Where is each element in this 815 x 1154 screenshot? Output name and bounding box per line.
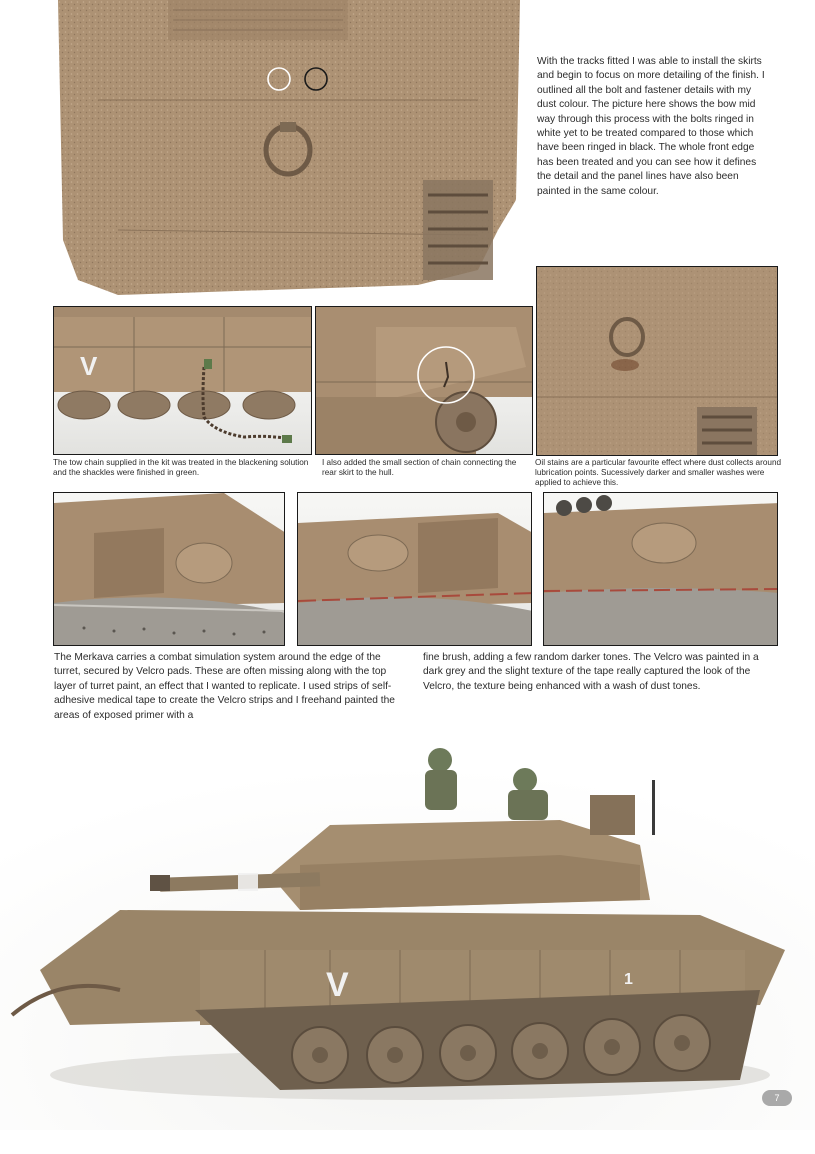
body-text-col2: fine brush, adding a few random darker tones. The Velcro was painted in a dark grey and the slight texture of the tape really captured the look of the Velcro, the texture being enhanced with a wash of dust tones. — [423, 652, 759, 692]
tow-chain-photo — [53, 306, 312, 455]
body-text-col1: The Merkava carries a combat simulation system around the edge of the turret, secured by Velcro pads. These are often missing along with the top layer of turret paint, an effect that I wanted to replicate. I used strips of self-adhesive medical tape to create the Velcro strips and I freehand painted the areas of exposed primer with a — [54, 652, 395, 721]
turret-velcro-photo-3 — [543, 492, 778, 646]
hull-letter-marking: V — [80, 351, 98, 381]
oil-stains-photo — [536, 266, 778, 456]
caption-tow-chain: The tow chain supplied in the kit was treated in the blackening solution and the shackles were finished in green. — [53, 458, 309, 477]
intro-paragraph: With the tracks fitted I was able to install the skirts and begin to focus on more detailing of the finish. I outlined all the bolt and fastener details with my dust colour. The picture here shows the bow mid way through this process with the bolts ringed in white yet to be treated compared to those which have been ringed in black. The whole front edge has been treated and you can see how it defines the detail and the panel lines have also been painted in the same colour. — [537, 56, 765, 197]
caption-rear-skirt: I also added the small section of chain connecting the rear skirt to the hull. — [322, 458, 517, 477]
turret-velcro-photo-1 — [53, 492, 285, 646]
rear-skirt-photo — [315, 306, 533, 455]
tank-main-photo — [0, 725, 815, 1130]
turret-velcro-photo-2 — [297, 492, 532, 646]
tank-number-marking: 1 — [624, 971, 633, 988]
page-number-badge: 7 — [762, 1090, 792, 1106]
tank-letter-marking: V — [326, 966, 349, 1004]
hull-top-photo — [58, 0, 520, 300]
caption-oil-stains: Oil stains are a particular favourite effect where dust collects around lubrication points. Sucessively darker and smaller washes were applied to achieve this. — [535, 458, 782, 487]
